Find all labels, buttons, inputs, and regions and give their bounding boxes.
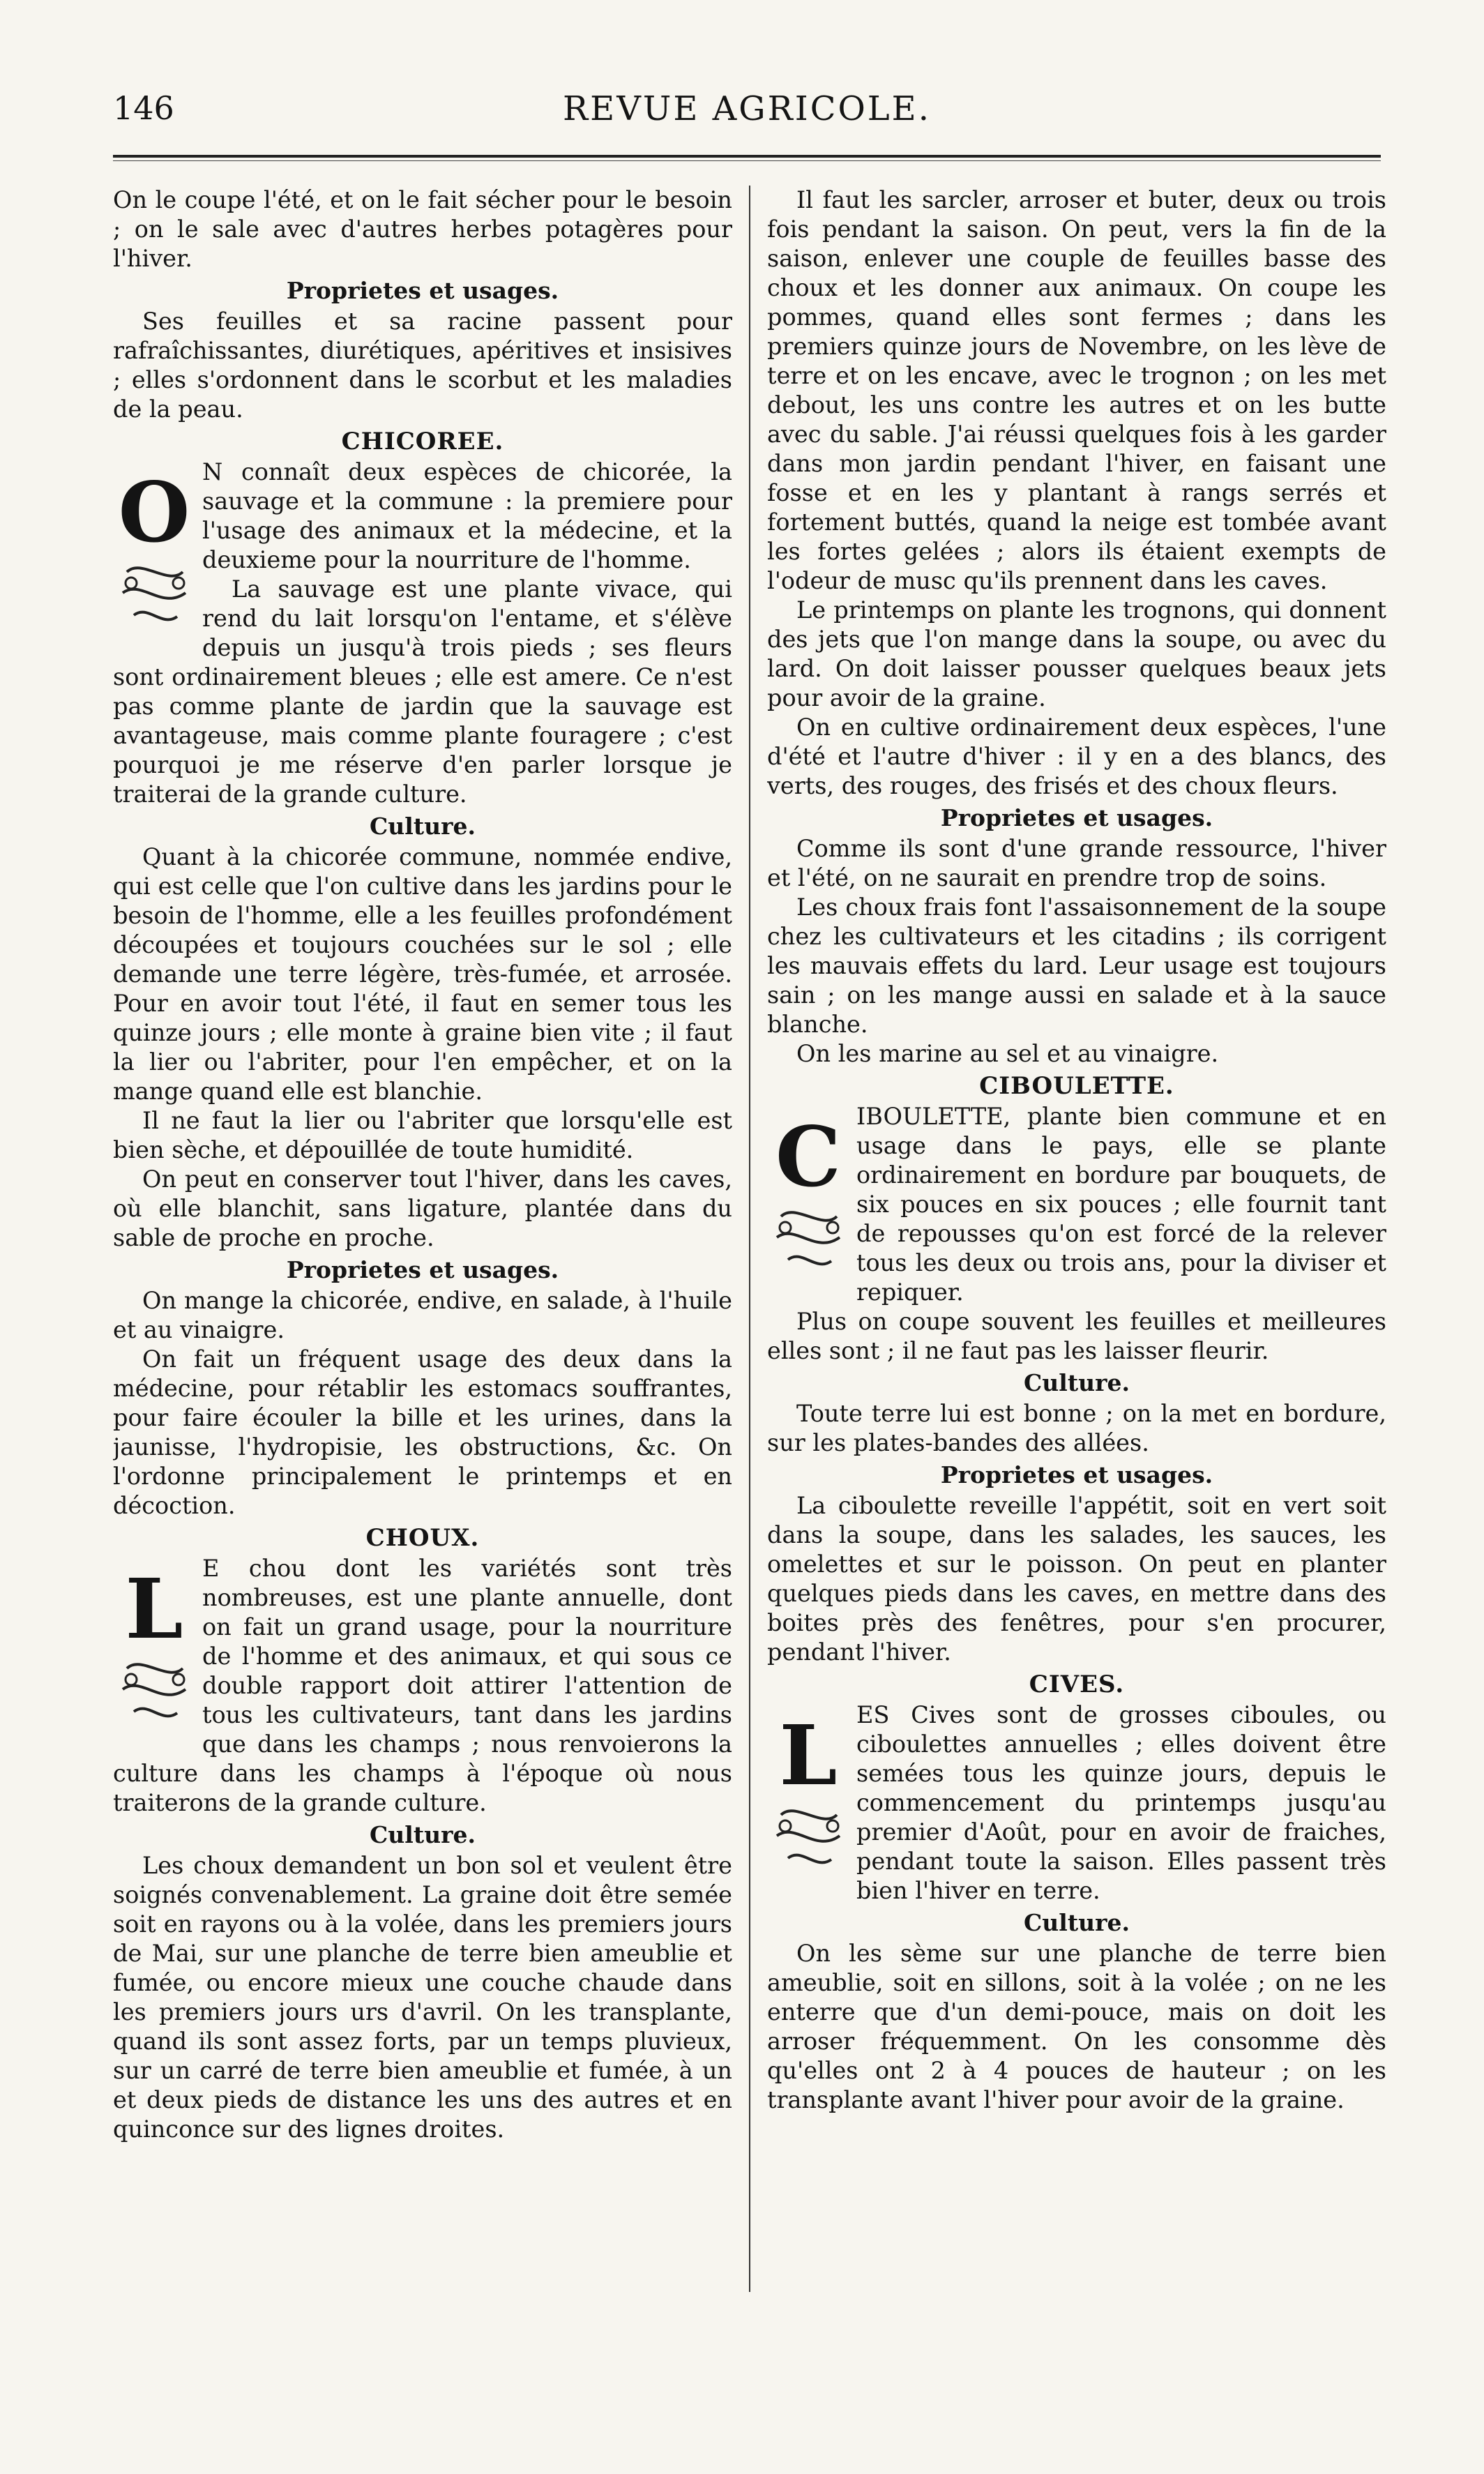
initial-letter: O xyxy=(118,464,190,561)
section-heading-choux: CHOUX. xyxy=(365,1524,480,1552)
dropcap-paragraph xyxy=(767,1700,1386,1906)
dropcap-paragraph xyxy=(113,458,732,809)
initial-letter: L xyxy=(779,1707,838,1804)
paragraph: Le printemps on plante les trognons, qui donnent des jets que l'on mange dans la soupe, ou avec du lard. On doit laisser pousser quelques beaux jets pour avoir de la graine. xyxy=(767,596,1386,711)
initial-letter: C xyxy=(775,1108,841,1205)
dropcap-paragraph xyxy=(113,1554,732,1818)
subsection-heading: Proprietes et usages. xyxy=(940,1461,1213,1488)
subsection-heading: Proprietes et usages. xyxy=(940,804,1213,831)
paragraph: Il faut les sarcler, arroser et buter, deux ou trois fois pendant la saison. On peut, vers la fin de la saison, enlever une couple de feuilles basse des choux et les donner aux animaux. On coupe les pommes, quand elles sont fermes ; dans les premiers quinze jours de Novembre, on les lève de terre et on les encave, avec le trognon ; on les met debout, les uns contre les autres et on les butte avec du sable. J'ai réussi quelques fois à les garder dans mon jardin pendant l'hiver, en faisant une fosse et en les y plantant à rangs serrés et fortement buttés, quand la neige est tombée avant les fortes gelées ; alors ils étaient exempts de l'odeur de musc qu'ils prennent dans les caves. xyxy=(767,186,1386,594)
ornamental-initial xyxy=(113,1557,195,1733)
paragraph: On fait un fréquent usage des deux dans la médecine, pour rétablir les estomacs souffrantes, pour faire écouler la bille et les urines, dans la jaunisse, l'hydropisie, les obstructions, &c. On l'ordonne principalement le printemps et en décoction. xyxy=(113,1345,732,1519)
paragraph: Les choux demandent un bon sol et veulent être soignés convenablement. La graine doit être semée soit en rayons ou à la volée, dans les premiers jours de Mai, sur une planche de terre bien ameublie et fumée, ou encore mieux une couche chaude dans les premiers jours urs d'avril. On les transplante, quand ils sont assez forts, par un temps pluvieux, sur un carré de terre bien ameublie et fumée, à un et deux pieds de distance les uns des autres et en quinconce sur des lignes droites. xyxy=(113,1852,732,2143)
running-title: REVUE AGRICOLE. xyxy=(563,89,931,128)
paragraph: IBOULETTE, plante bien commune et en usage dans le pays, elle se plante ordinairement en bordure par bouquets, de six pouces en six pouces ; elle fournit tant de repousses qu'on est forcé de la relever tous les deux ou trois ans, pour la diviser et repiquer. xyxy=(856,1103,1386,1306)
initial-letter: L xyxy=(125,1560,183,1657)
paragraph: On les sème sur une planche de terre bien ameublie, soit en sillons, soit à la volée ; on ne les enterre que d'un demi-pouce, mais on doit les arroser fréquemment. On les consomme dès qu'elles ont 2 à 4 pouces de hauteur ; on les transplante avant l'hiver pour avoir de la graine. xyxy=(767,1940,1386,2113)
paragraph: On mange la chicorée, endive, en salade, à l'huile et au vinaigre. xyxy=(113,1287,732,1343)
ornamental-initial xyxy=(113,460,195,636)
page-header xyxy=(113,89,1381,145)
ornamental-initial xyxy=(767,1703,849,1879)
subsection-heading: Culture. xyxy=(1024,1909,1130,1936)
paragraph: La sauvage est une plante vivace, qui rend du lait lorsqu'on l'entame, et s'élève depuis un jusqu'à trois pieds ; ses fleurs sont ordinairement bleues ; elle est amere. Ce n'est pas comme plante de jardin que la sauvage est avantageuse, mais comme plante fouragere ; c'est pourquoi je me réserve d'en parler lorsque je traiterai de la grande culture. xyxy=(113,575,732,808)
section-heading-cives: CIVES. xyxy=(1029,1670,1125,1698)
section-heading-chicoree: CHICOREE. xyxy=(341,428,504,455)
header-rule xyxy=(113,155,1381,161)
subsection-heading: Proprietes et usages. xyxy=(286,277,559,304)
subsection-heading: Proprietes et usages. xyxy=(286,1256,559,1283)
paragraph: On les marine au sel et au vinaigre. xyxy=(796,1040,1219,1067)
dropcap-paragraph xyxy=(767,1102,1386,1307)
column-divider xyxy=(749,186,750,2292)
left-column xyxy=(113,186,732,2438)
right-column xyxy=(767,186,1386,2438)
paragraph: Il ne faut la lier ou l'abriter que lorsqu'elle est bien sèche, et dépouillée de toute humidité. xyxy=(113,1107,732,1163)
paragraph: On peut en conserver tout l'hiver, dans les caves, où elle blanchit, sans ligature, plantée dans du sable de proche en proche. xyxy=(113,1166,732,1251)
paragraph: Les choux frais font l'assaisonnement de la soupe chez les cultivateurs et les citadins ; ils corrigent les mauvais effets du lard. Leur usage est toujours sain ; on les mange aussi en salade et à la sauce blanche. xyxy=(767,893,1386,1038)
subsection-heading: Culture. xyxy=(370,813,476,840)
paragraph: La ciboulette reveille l'appétit, soit en vert soit dans la soupe, dans les salades, les sauces, les omelettes et sur le poisson. On peut en planter quelques pieds dans les caves, en mettre dans des boites près des fenêtres, pour s'en procurer, pendant l'hiver. xyxy=(767,1492,1386,1666)
section-heading-ciboulette: CIBOULETTE. xyxy=(979,1072,1174,1100)
paragraph: Quant à la chicorée commune, nommée endive, qui est celle que l'on cultive dans les jardins pour le besoin de l'homme, elle a les feuilles profondément découpées et toujours couchées sur le sol ; elle demande une terre légère, très-fumée, et arrosée. Pour en avoir tout l'été, il faut en semer tous les quinze jours ; elle monte à graine bien vite ; il faut la lier ou l'abriter, pour l'en empêcher, et on la mange quand elle est blanchie. xyxy=(113,843,732,1105)
paragraph: Ses feuilles et sa racine passent pour rafraîchissantes, diurétiques, apéritives et insisives ; elles s'ordonnent dans le scorbut et les maladies de la peau. xyxy=(113,308,732,423)
paragraph: Comme ils sont d'une grande ressource, l'hiver et l'été, on ne saurait en prendre trop de soins. xyxy=(767,835,1386,891)
paragraph: E chou dont les variétés sont très nombreuses, est une plante annuelle, dont on fait un grand usage, pour la nourriture de l'homme et des animaux, et qui sous ce double rapport doit attirer l'attention de tous les cultivateurs, tant dans les jardins que dans les champs ; nous renvoierons la culture dans les champs à l'époque où nous traiterons de la grande culture. xyxy=(113,1555,732,1816)
paragraph: Plus on coupe souvent les feuilles et meilleures elles sont ; il ne faut pas les laisser fleurir. xyxy=(767,1308,1386,1364)
ornamental-initial xyxy=(767,1105,849,1281)
subsection-heading: Culture. xyxy=(1024,1369,1130,1396)
paragraph: Toute terre lui est bonne ; on la met en bordure, sur les plates-bandes des allées. xyxy=(767,1400,1386,1456)
paragraph: On le coupe l'été, et on le fait sécher pour le besoin ; on le sale avec d'autres herbes potagères pour l'hiver. xyxy=(113,186,732,272)
paragraph: N connaît deux espèces de chicorée, la sauvage et la commune : la premiere pour l'usage des animaux et la médecine, et la deuxieme pour la nourriture de l'homme. xyxy=(202,458,732,573)
page-number: 146 xyxy=(113,89,174,127)
subsection-heading: Culture. xyxy=(370,1821,476,1848)
paragraph: On en cultive ordinairement deux espèces, l'une d'été et l'autre d'hiver : il y en a des blancs, des verts, des rouges, des frisés et des choux fleurs. xyxy=(767,714,1386,799)
paragraph: ES Cives sont de grosses ciboules, ou ciboulettes annuelles ; elles doivent être semées tous les quinze jours, depuis le commencement du printemps jusqu'au premier d'Août, pour en avoir de fraiches, pendant toute la saison. Elles passent très bien l'hiver en terre. xyxy=(856,1701,1386,1904)
